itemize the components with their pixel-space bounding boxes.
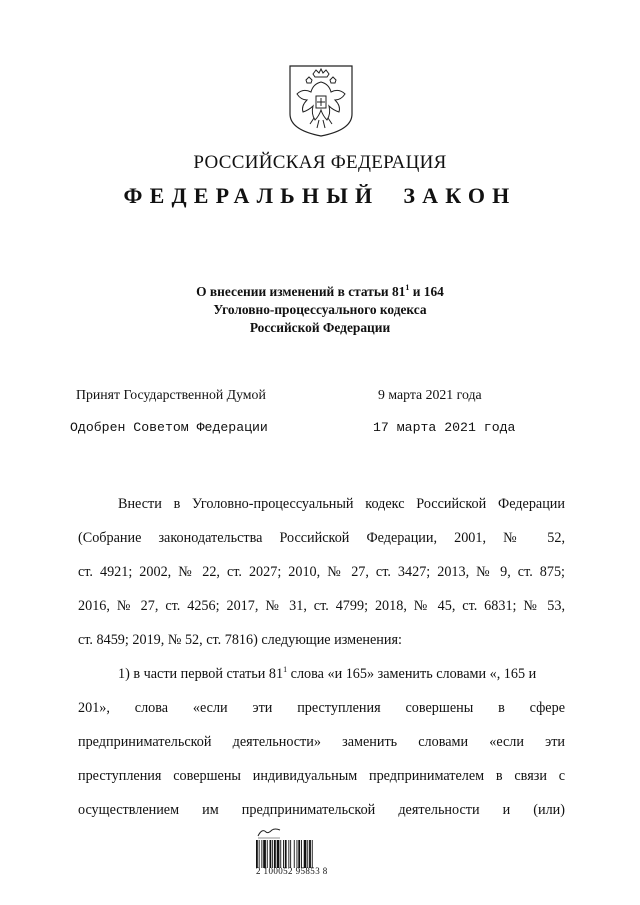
state-emblem-icon <box>286 62 356 138</box>
body-line: ст. 8459; 2019, № 52, ст. 7816) следующие изменения: <box>78 632 402 648</box>
body-line: осуществлением им предпринимательской деятельности и (или) <box>78 802 565 818</box>
law-type-word-federal: ФЕДЕРАЛЬНЫЙ <box>123 183 380 208</box>
law-title-line-1-text: О внесении изменений в статьи 81 <box>196 284 406 299</box>
law-title-line-3: Российской Федерации <box>249 320 391 335</box>
body-line: (Собрание законодательства Российской Федерации, 2001, № 52, <box>78 530 565 546</box>
body-line-item-1 <box>78 657 565 691</box>
law-title-line-1 <box>0 283 640 301</box>
body-line: преступления совершены индивидуальным предпринимателем в связи с <box>78 768 565 784</box>
item-1-superscript: 1 <box>283 665 288 674</box>
barcode-number: 2 100052 95853 8 <box>256 866 328 876</box>
approved-date: 17 марта 2021 года <box>373 420 516 435</box>
item-1-text-end: слова «и 165» заменить словами «, 165 и <box>287 666 537 682</box>
barcode-icon <box>256 840 336 868</box>
adopted-by-label: Принят Государственной Думой <box>76 387 266 402</box>
law-title-line-1-end: и 164 <box>409 284 444 299</box>
law-title-line-2: Уголовно-процессуального кодекса <box>213 302 427 317</box>
body-line: Внести в Уголовно-процессуальный кодекс Российской Федерации <box>118 496 565 512</box>
adopted-date: 9 марта 2021 года <box>378 387 482 402</box>
body-line: 2016, № 27, ст. 4256; 2017, № 31, ст. 4799; 2018, № 45, ст. 6831; № 53, <box>78 598 565 614</box>
signature-mark-icon <box>256 826 282 840</box>
law-type-heading <box>0 183 640 209</box>
law-body <box>78 487 565 827</box>
approved-by-label: Одобрен Советом Федерации <box>70 420 268 435</box>
body-line: 201», слова «если эти преступления совершены в сфере <box>78 700 565 716</box>
country-name: РОССИЙСКАЯ ФЕДЕРАЦИЯ <box>193 152 447 173</box>
item-1-text: 1) в части первой статьи 81 <box>118 666 284 682</box>
law-type-word-law: ЗАКОН <box>403 183 517 208</box>
law-title-superscript: 1 <box>405 283 410 292</box>
body-line: предпринимательской деятельности» заменить словами «если эти <box>78 734 565 750</box>
law-title <box>0 283 640 337</box>
body-line: ст. 4921; 2002, № 22, ст. 2027; 2010, № 27, ст. 3427; 2013, № 9, ст. 875; <box>78 564 565 580</box>
